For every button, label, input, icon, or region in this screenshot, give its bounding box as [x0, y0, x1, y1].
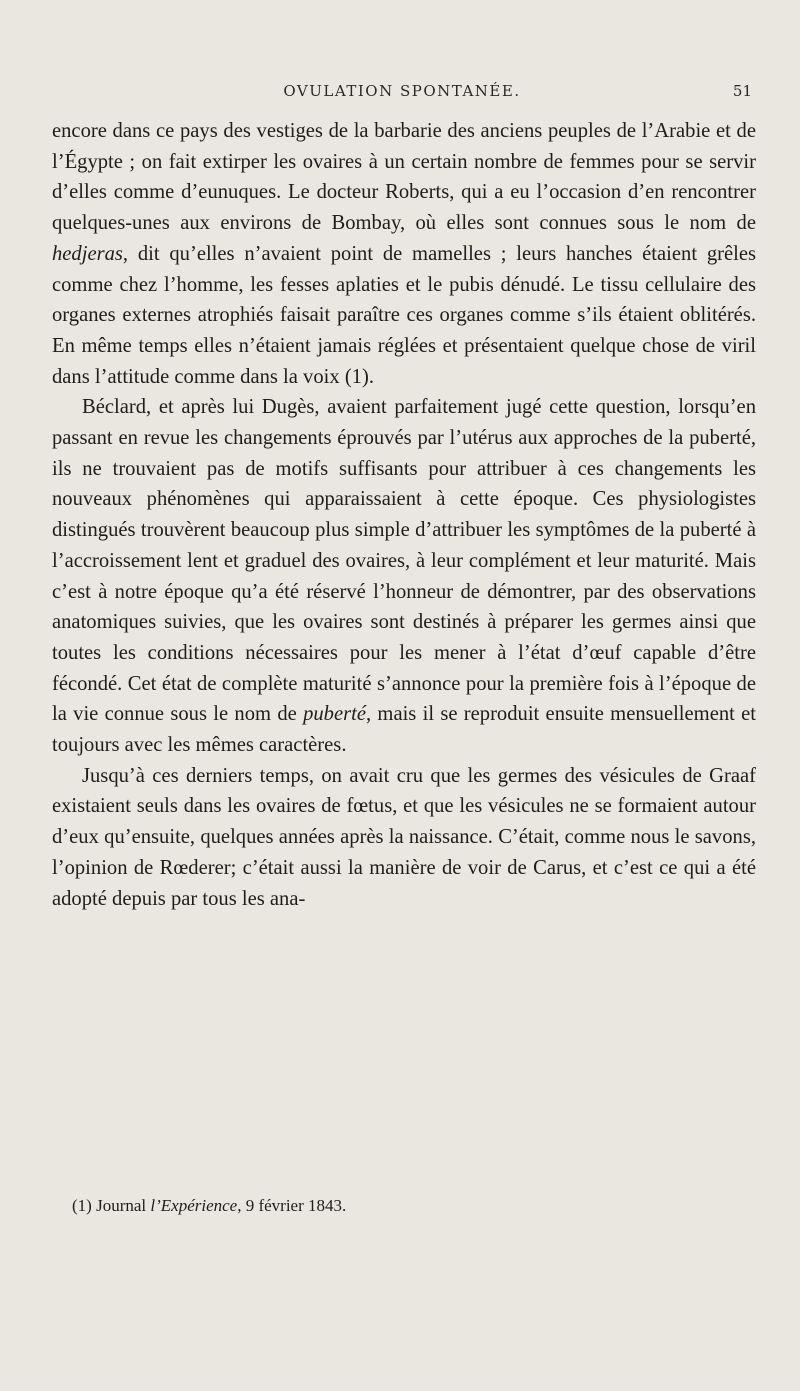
body-text [52, 116, 756, 914]
paragraph-1-part-1: encore dans ce pays des vestiges de la barbarie des anciens peuples de l’Arabie et de l’Égypte ; on fait extirper les ovaires à un certain nombre de femmes pour se servir d’elles comme d’eunuques. Le docteur Roberts, qui a eu l’occasion d’en rencontrer quelques-unes aux environs de Bombay, où elles sont connues sous le nom de [52, 120, 756, 235]
paragraph-1-term: hedjeras [52, 242, 123, 265]
paragraph-1 [52, 116, 756, 392]
running-head [52, 82, 752, 106]
paragraph-3: Jusqu’à ces derniers temps, on avait cru que les germes des vésicules de Graaf existaient seuls dans les ovaires de fœtus, et que les vésicules ne se formaient autour d’eux qu’ensuite, quelques années après la naissance. C’était, comme nous le savons, l’opinion de Rœderer; c’était aussi la manière de voir de Carus, et c’est ce qui a été adopté depuis par tous les ana- [52, 764, 756, 910]
footnote-tail: , 9 février 1843. [237, 1196, 347, 1215]
footnote [52, 1195, 756, 1217]
paragraph-2 [52, 392, 756, 760]
paragraph-2-term: puberté [303, 703, 366, 726]
running-title: OVULATION SPONTANÉE. [283, 82, 521, 100]
footnote-lead: (1) Journal [72, 1196, 151, 1215]
footnote-journal: l’Expérience [150, 1196, 238, 1215]
paragraph-1-part-2: , dit qu’elles n’avaient point de mamelles ; leurs hanches étaient grêles comme chez l’homme, les fesses aplaties et le pubis dénudé. Le tissu cellulaire des organes externes atrophiés faisait paraître ces organes comme s’ils étaient oblitérés. En même temps elles n’étaient jamais réglées et présentaient quelque chose de viril dans l’attitude comme dans la voix (1). [52, 242, 756, 388]
page-number: 51 [732, 82, 752, 100]
paragraph-2-text: Béclard, et après lui Dugès, avaient parfaitement jugé cette question, lorsqu’en passant en revue les changements éprouvés par l’utérus aux approches de la puberté, ils ne trouvaient pas de motifs suffisants pour attribuer à ces changements les nouveaux phénomènes qui apparaissaient à cette époque. Ces physiologistes distingués trouvèrent beaucoup plus simple d’attribuer les symptômes de la puberté à l’accroissement lent et graduel des ovaires, à leur complément et leur maturité. Mais c’est à notre époque qu’a été réservé l’honneur de démontrer, par des observations anatomiques suivies, que les ovaires sont destinés à préparer les germes ainsi que toutes les conditions nécessaires pour les mener à l’état d’œuf capable d’être fécondé. Cet état de complète maturité s’annonce pour la première fois à l’époque de la vie connue sous le nom de [52, 396, 756, 726]
paragraph-2-tail: , mais il se reproduit ensuite mensuellement et toujours avec les mêmes caractères. [52, 703, 756, 757]
